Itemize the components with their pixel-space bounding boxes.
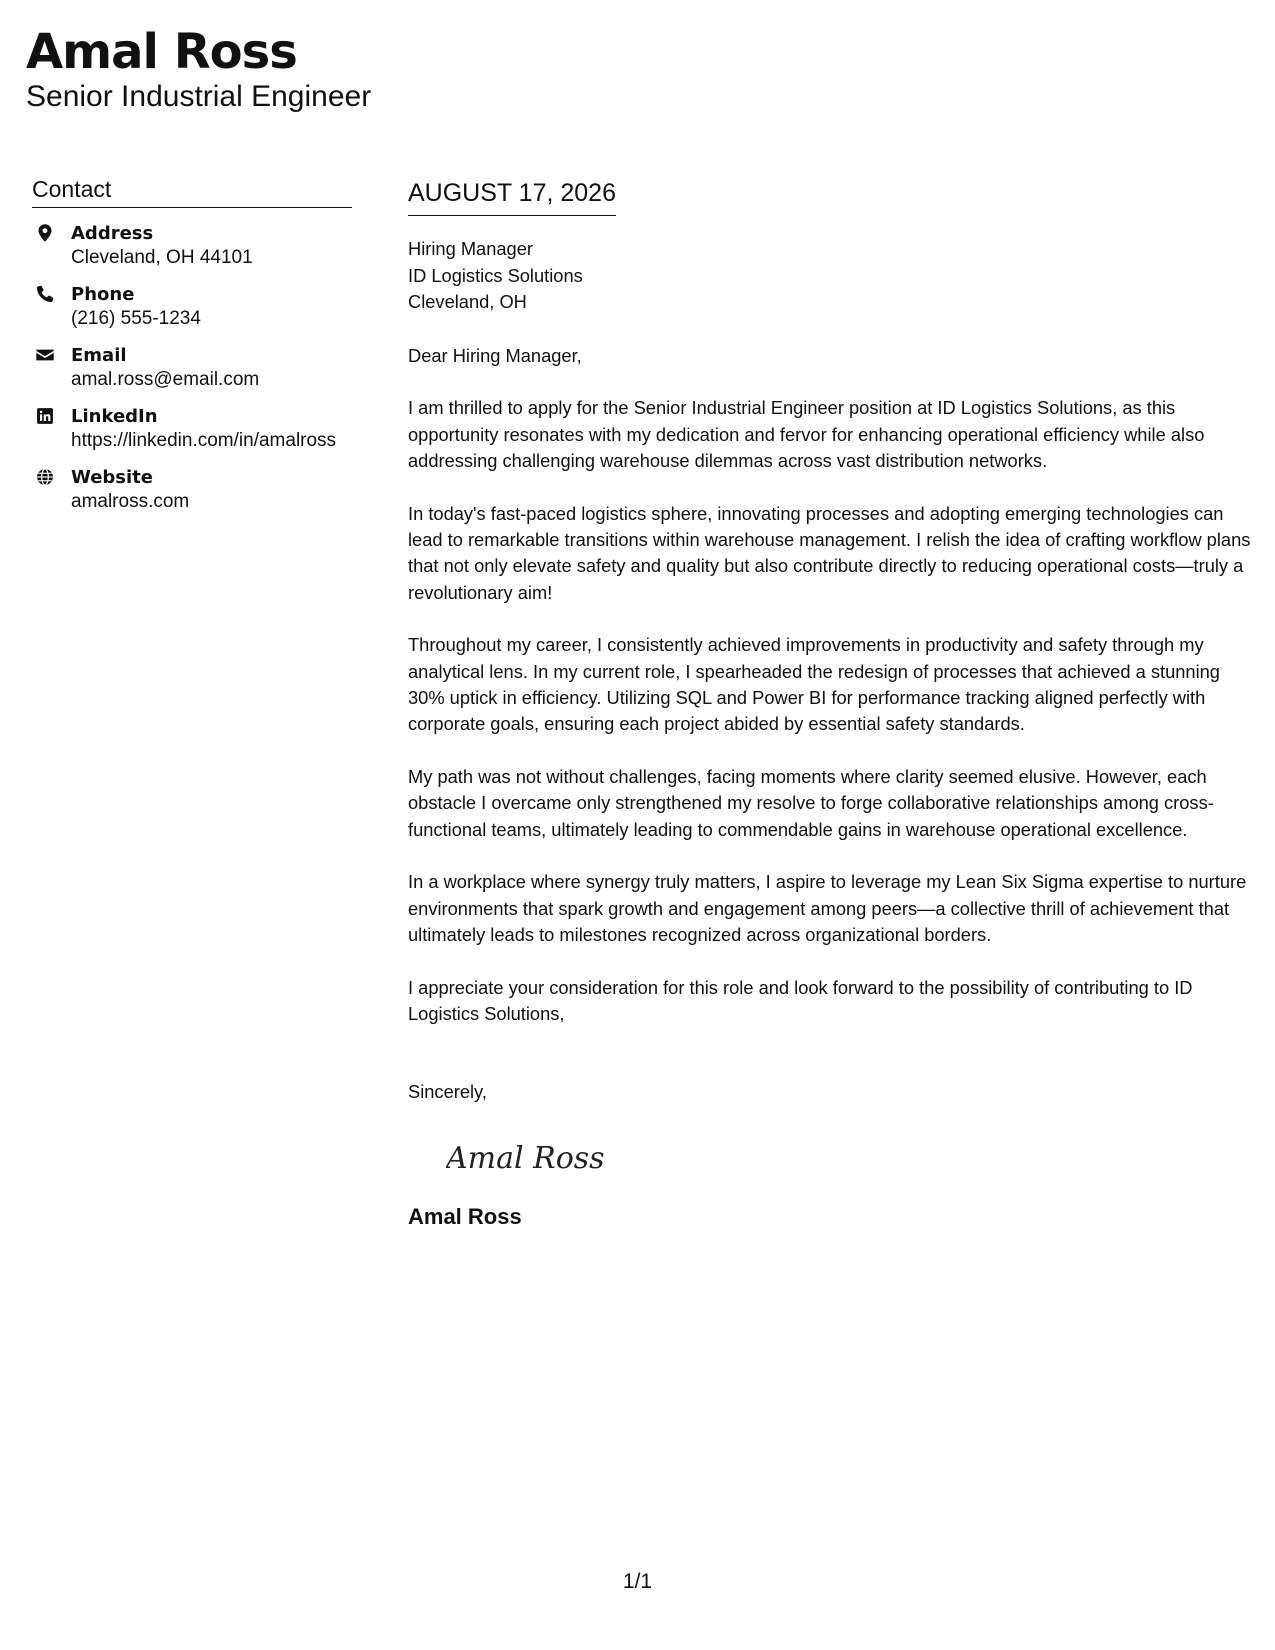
- location-pin-icon: [34, 222, 56, 244]
- handwritten-signature: [446, 1126, 646, 1186]
- contact-item-linkedin: [32, 405, 352, 453]
- cover-letter-body: [408, 176, 1258, 1232]
- svg-text:Amal Ross: Amal Ross: [446, 1140, 605, 1176]
- contact-label-phone: Phone: [71, 284, 135, 305]
- contact-label-address: Address: [71, 223, 154, 244]
- recipient-block: [408, 236, 1258, 316]
- recipient-company: ID Logistics Solutions: [408, 264, 583, 286]
- letter-paragraph: I am thrilled to apply for the Senior Industrial Engineer position at ID Logistics Solutions, as this opportunity resonates with my dedication and fervor for enhancing operational efficiency while also addressing challenging warehouse dilemmas across vast distribution networks.: [408, 397, 1205, 471]
- contact-value-linkedin[interactable]: https://linkedin.com/in/amalross: [71, 430, 337, 451]
- letter-paragraph: Throughout my career, I consistently achieved improvements in productivity and safety through my analytical lens. In my current role, I spearheaded the redesign of processes that achieved a stunning 30% uptick in efficiency. Utilizing SQL and Power BI for performance tracking aligned perfectly with corporate goals, ensuring each project abided by essential safety standards.: [408, 634, 1220, 735]
- closing: Sincerely,: [408, 1081, 487, 1103]
- contact-item-email: [32, 344, 352, 392]
- letter-paragraph: My path was not without challenges, facing moments where clarity seemed elusive. However, each obstacle I overcame only strengthened my resolve to forge collaborative relationships among cross-functional teams, ultimately leading to commendable gains in warehouse operational excellence.: [408, 766, 1214, 840]
- letter-paragraph: In a workplace where synergy truly matters, I aspire to leverage my Lean Six Sigma expertise to nurture environments that spark growth and engagement among peers—a collective thrill of achievement that ultimately leads to milestones recognized across organizational borders.: [408, 871, 1247, 946]
- letter-paragraph: I appreciate your consideration for this role and look forward to the possibility of contributing to ID Logistics Solutions,: [408, 976, 1193, 1025]
- contact-label-linkedin: LinkedIn: [71, 406, 158, 427]
- contact-label-email: Email: [71, 345, 127, 366]
- contact-value-email[interactable]: amal.ross@email.com: [71, 369, 260, 390]
- contact-heading: Contact: [32, 174, 352, 208]
- globe-icon: [34, 466, 56, 488]
- letter-paragraph: In today's fast-paced logistics sphere, innovating processes and adopting emerging technologies can lead to remarkable transitions within warehouse management. I relish the idea of crafting workflow plans that not only elevate safety and quality but also contribute directly to reducing operational costs—truly a revolutionary aim!: [408, 502, 1251, 603]
- recipient-location: Cleveland, OH: [408, 291, 527, 312]
- phone-icon: [34, 283, 56, 305]
- contact-value-website[interactable]: amalross.com: [71, 491, 190, 512]
- envelope-icon: [34, 344, 56, 366]
- letter-date: AUGUST 17, 2026: [408, 176, 616, 216]
- page-number: 1/1: [622, 1570, 653, 1593]
- applicant-name: Amal Ross: [26, 24, 297, 80]
- contact-value-phone: (216) 555-1234: [71, 308, 201, 329]
- contact-item-phone: [32, 283, 352, 331]
- contact-item-address: [32, 222, 352, 270]
- linkedin-icon: [34, 405, 56, 427]
- recipient-line: Hiring Manager: [408, 238, 533, 259]
- signer-name: Amal Ross: [408, 1203, 522, 1229]
- contact-item-website: [32, 466, 352, 514]
- resume-header: [26, 22, 726, 115]
- contact-sidebar: [32, 174, 352, 527]
- applicant-title: Senior Industrial Engineer: [26, 80, 372, 113]
- salutation: Dear Hiring Manager,: [408, 344, 582, 366]
- contact-value-address: Cleveland, OH 44101: [71, 247, 253, 268]
- contact-label-website: Website: [71, 467, 154, 488]
